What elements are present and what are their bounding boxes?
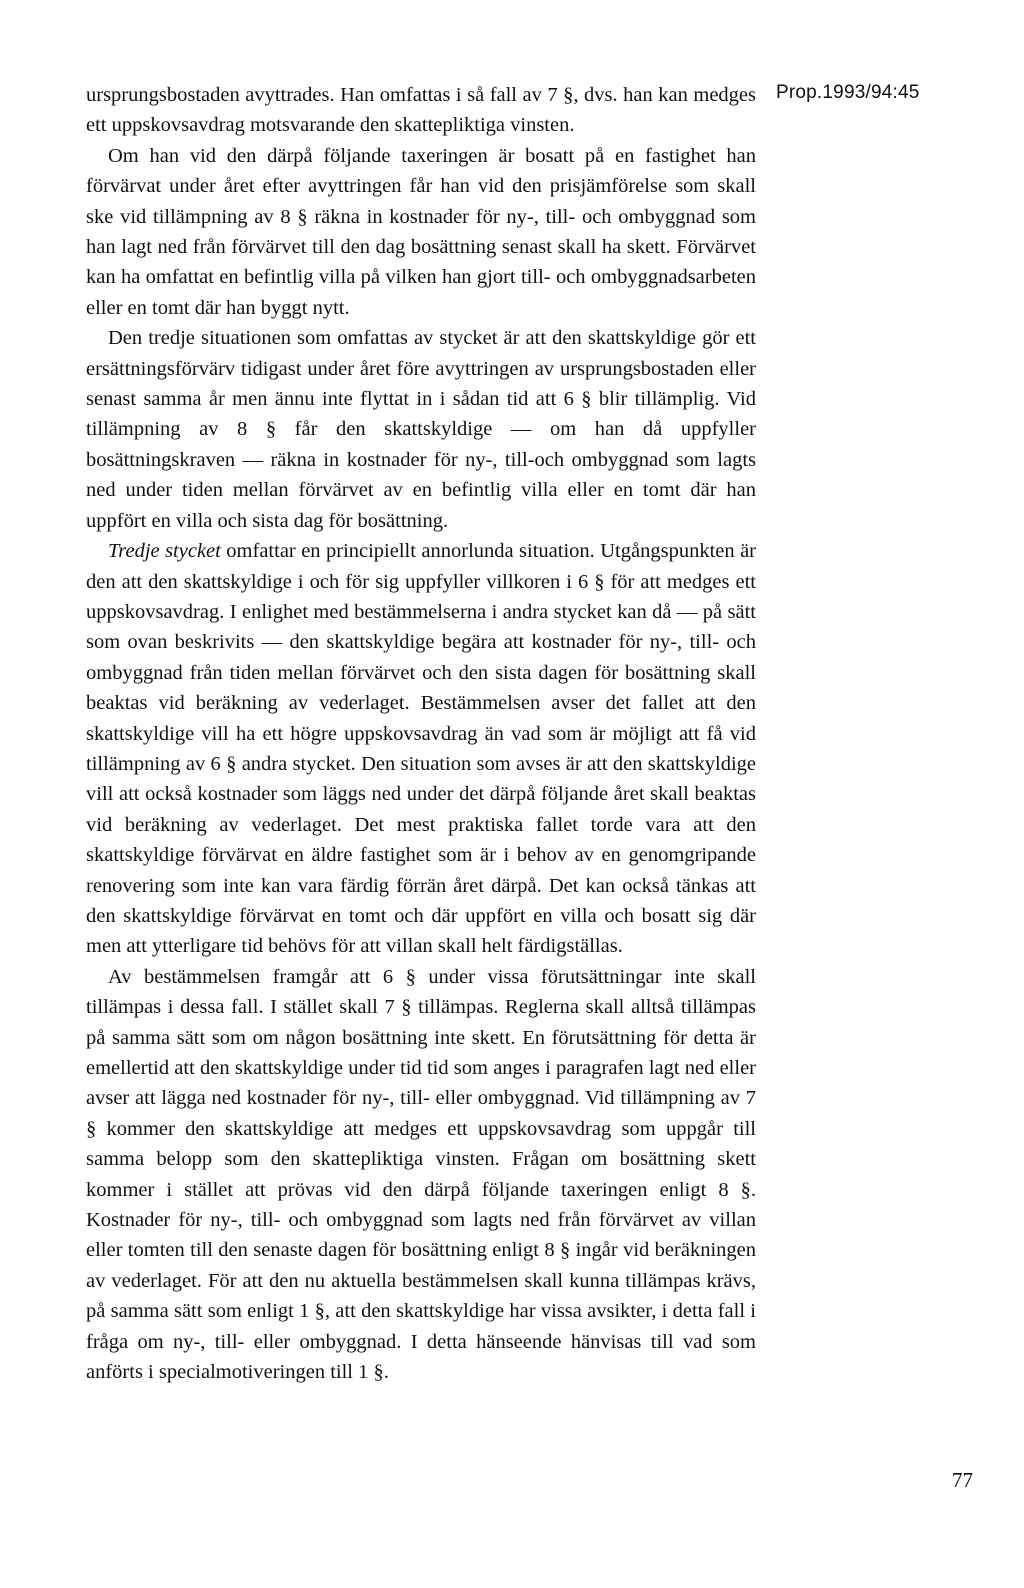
paragraph-tredje-stycket (86, 536, 756, 962)
publication-reference: Prop.1993/94:45 (776, 82, 920, 103)
italic-lead-term: Tredje stycket (108, 540, 221, 563)
paragraph-second-situation: Om han vid den därpå följande taxeringen är bosatt på en fastighet han förvärvat under året efter avyttringen får han vid den prisjämförelse som skall ske vid tillämpning av 8 § räkna in kostnader för ny-, till- och ombyggnad som han lagt ned från förvärvet till den dag bosättning senast skall ha skett. Förvärvet kan ha omfattat en befintlig villa på vilken han gjort till- och ombyggnadsarbeten eller en tomt där han byggt nytt. (86, 144, 756, 319)
page-number: 77 (952, 1468, 973, 1492)
paragraph-continuation: ursprungsbostaden avyttrades. Han omfattas i så fall av 7 §, dvs. han kan medges ett uppskovsavdrag motsvarande den skattepliktiga vinsten. (86, 84, 756, 137)
paragraph-provisions: Av bestämmelsen framgår att 6 § under vissa förutsättningar inte skall tillämpas i dessa fall. I stället skall 7 § tillämpas. Reglerna skall alltså tillämpas på samma sätt som om någon bosättning inte skett. En förutsättning för detta är emellertid att den skattskyldige under tid tid som anges i paragrafen lagt ned eller avser att lägga ned kostnader för ny-, till- eller ombyggnad. Vid tillämpning av 7 § kommer den skattskyldige att medges ett uppskovsavdrag som uppgår till samma belopp som den skattepliktiga vinsten. Frågan om bosättning skett kommer i stället att prövas vid den därpå följande taxeringen enligt 8 §. Kostnader för ny-, till- och ombyggnad som lagts ned från förvärvet av villan eller tomten till den senaste dagen för bosättning enligt 8 § ingår vid beräkningen av vederlaget. För att den nu aktuella bestämmelsen skall kunna tillämpas krävs, på samma sätt som enligt 1 §, att den skattskyldige har vissa avsikter, i detta fall i fråga om ny-, till- eller ombyggnad. I detta hänseende hänvisas till vad som anförts i specialmotiveringen till 1 §. (86, 965, 756, 1384)
main-text-column (86, 80, 756, 1387)
paragraph-third-situation: Den tredje situationen som omfattas av stycket är att den skattskyldige gör ett ersättningsförvärv tidigast under året före avyttringen av ursprungsbostaden eller senast samma år men ännu inte flyttat in i sådan tid att 6 § blir tillämplig. Vid tillämpning av 8 § får den skattskyldige — om han då uppfyller bosättningskraven — räkna in kostnader för ny-, till-och ombyggnad som lagts ned under tiden mellan förvärvet av en befintlig villa eller en tomt där han uppfört en villa och sista dag för bosättning. (86, 327, 756, 532)
paragraph-text: omfattar en principiellt annorlunda situation. Utgångspunkten är den att den skattskyldige i och för sig uppfyller villkoren i 6 § för att medges ett uppskovsavdrag. I enlighet med bestämmelserna i andra stycket kan då — på sätt som ovan beskrivits — den skattskyldige begära att kostnader för ny-, till- och ombyggnad från tiden mellan förvärvet och den sista dagen för bosättning skall beaktas vid beräkning av vederlaget. Bestämmelsen avser det fallet att den skattskyldige vill ha ett högre uppskovsavdrag än vad som är möjligt att få vid tillämpning av 6 § andra stycket. Den situation som avses är att den skattskyldige vill att också kostnader som läggs ned under det därpå följande året skall beaktas vid beräkning av vederlaget. Det mest praktiska fallet torde vara att den skattskyldige förvärvat en äldre fastighet som är i behov av en genomgripande renovering som inte kan vara färdig förrän året därpå. Det kan också tänkas att den skattskyldige förvärvat en tomt och där uppfört en villa och bosatt sig där men att ytterligare tid behövs för att villan skall helt färdigställas. (86, 540, 756, 958)
